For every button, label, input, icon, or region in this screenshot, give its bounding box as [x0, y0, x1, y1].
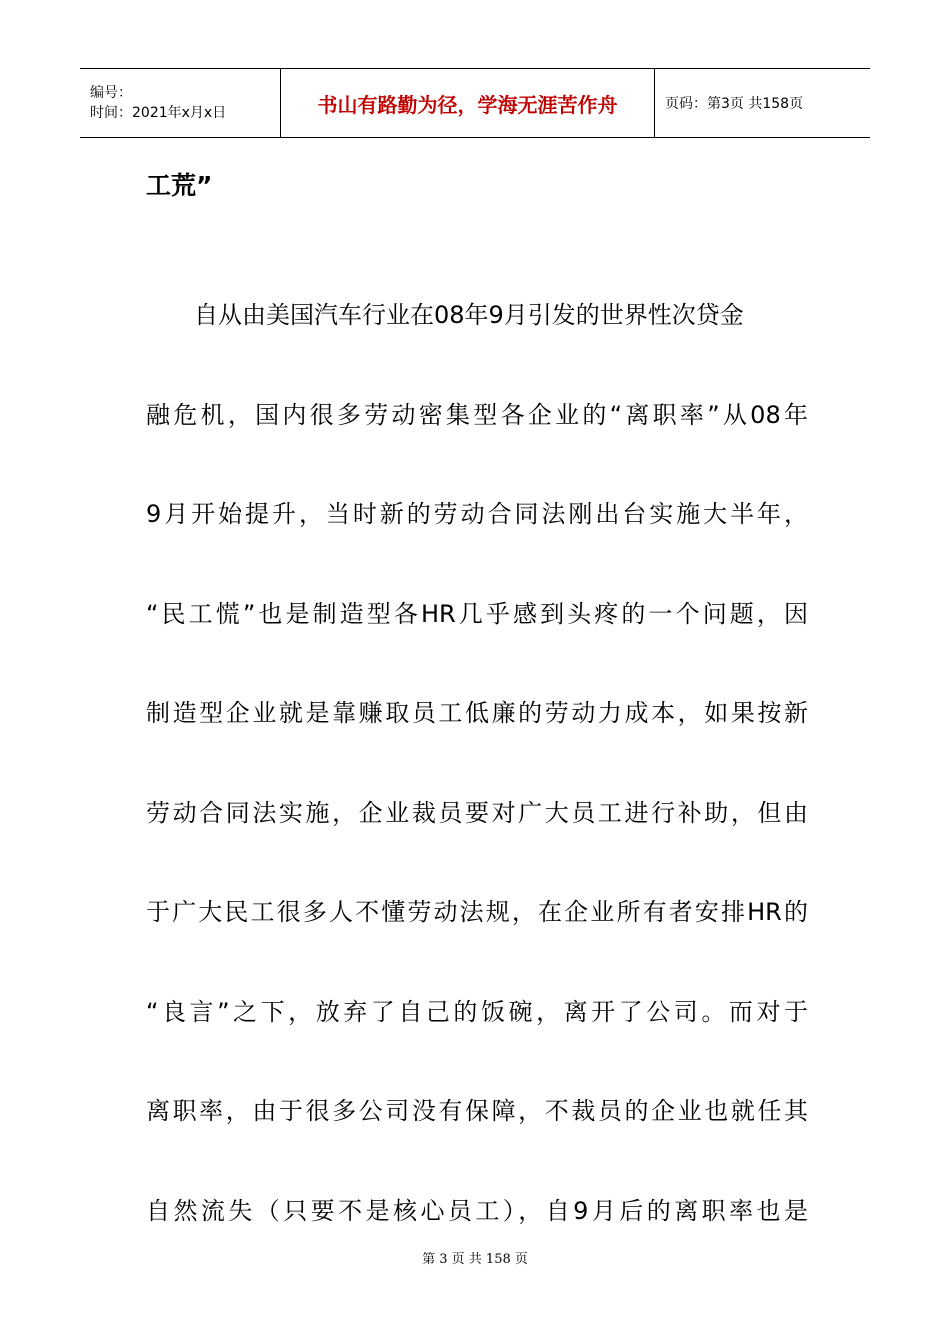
paragraph-line: “民工慌”也是制造型各HR几乎感到头疼的一个问题，因 — [146, 599, 808, 628]
page-header — [80, 68, 870, 138]
body-paragraph — [146, 266, 808, 1261]
paragraph-line: 劳动合同法实施，企业裁员要对广大员工进行补助，但由 — [146, 798, 808, 827]
page-info-text: 页码：第3页 共158页 — [665, 96, 804, 112]
document-date: 时间：2021年x月x日 — [90, 105, 227, 121]
paragraph-line: 离职率，由于很多公司没有保障，不裁员的企业也就任其 — [146, 1097, 808, 1125]
header-page-info — [655, 69, 870, 137]
page-footer: 第 3 页 共 158 页 — [422, 1252, 528, 1267]
paragraph-line: 9月开始提升，当时新的劳动合同法刚出台实施大半年， — [146, 500, 808, 528]
paragraph-line: 自然流失（只要不是核心员工），自9月后的离职率也是 — [146, 1196, 808, 1225]
paragraph-line: 自从由美国汽车行业在08年9月引发的世界性次贷金 — [194, 301, 744, 329]
document-number-label: 编号： — [90, 85, 132, 101]
header-meta — [80, 69, 280, 137]
paragraph-line: 于广大民工很多人不懂劳动法规，在企业所有者安排HR的 — [146, 898, 808, 926]
paragraph-line: “良言”之下，放弃了自己的饭碗，离开了公司。而对于 — [146, 997, 808, 1026]
motto-text: 书山有路勤为径，学海无涯苦作舟 — [317, 92, 618, 117]
paragraph-line: 融危机，国内很多劳动密集型各企业的“离职率”从08年 — [146, 400, 808, 429]
header-motto — [280, 69, 655, 137]
section-heading: 工荒” — [146, 171, 213, 200]
paragraph-line: 制造型企业就是靠赚取员工低廉的劳动力成本，如果按新 — [146, 699, 808, 727]
